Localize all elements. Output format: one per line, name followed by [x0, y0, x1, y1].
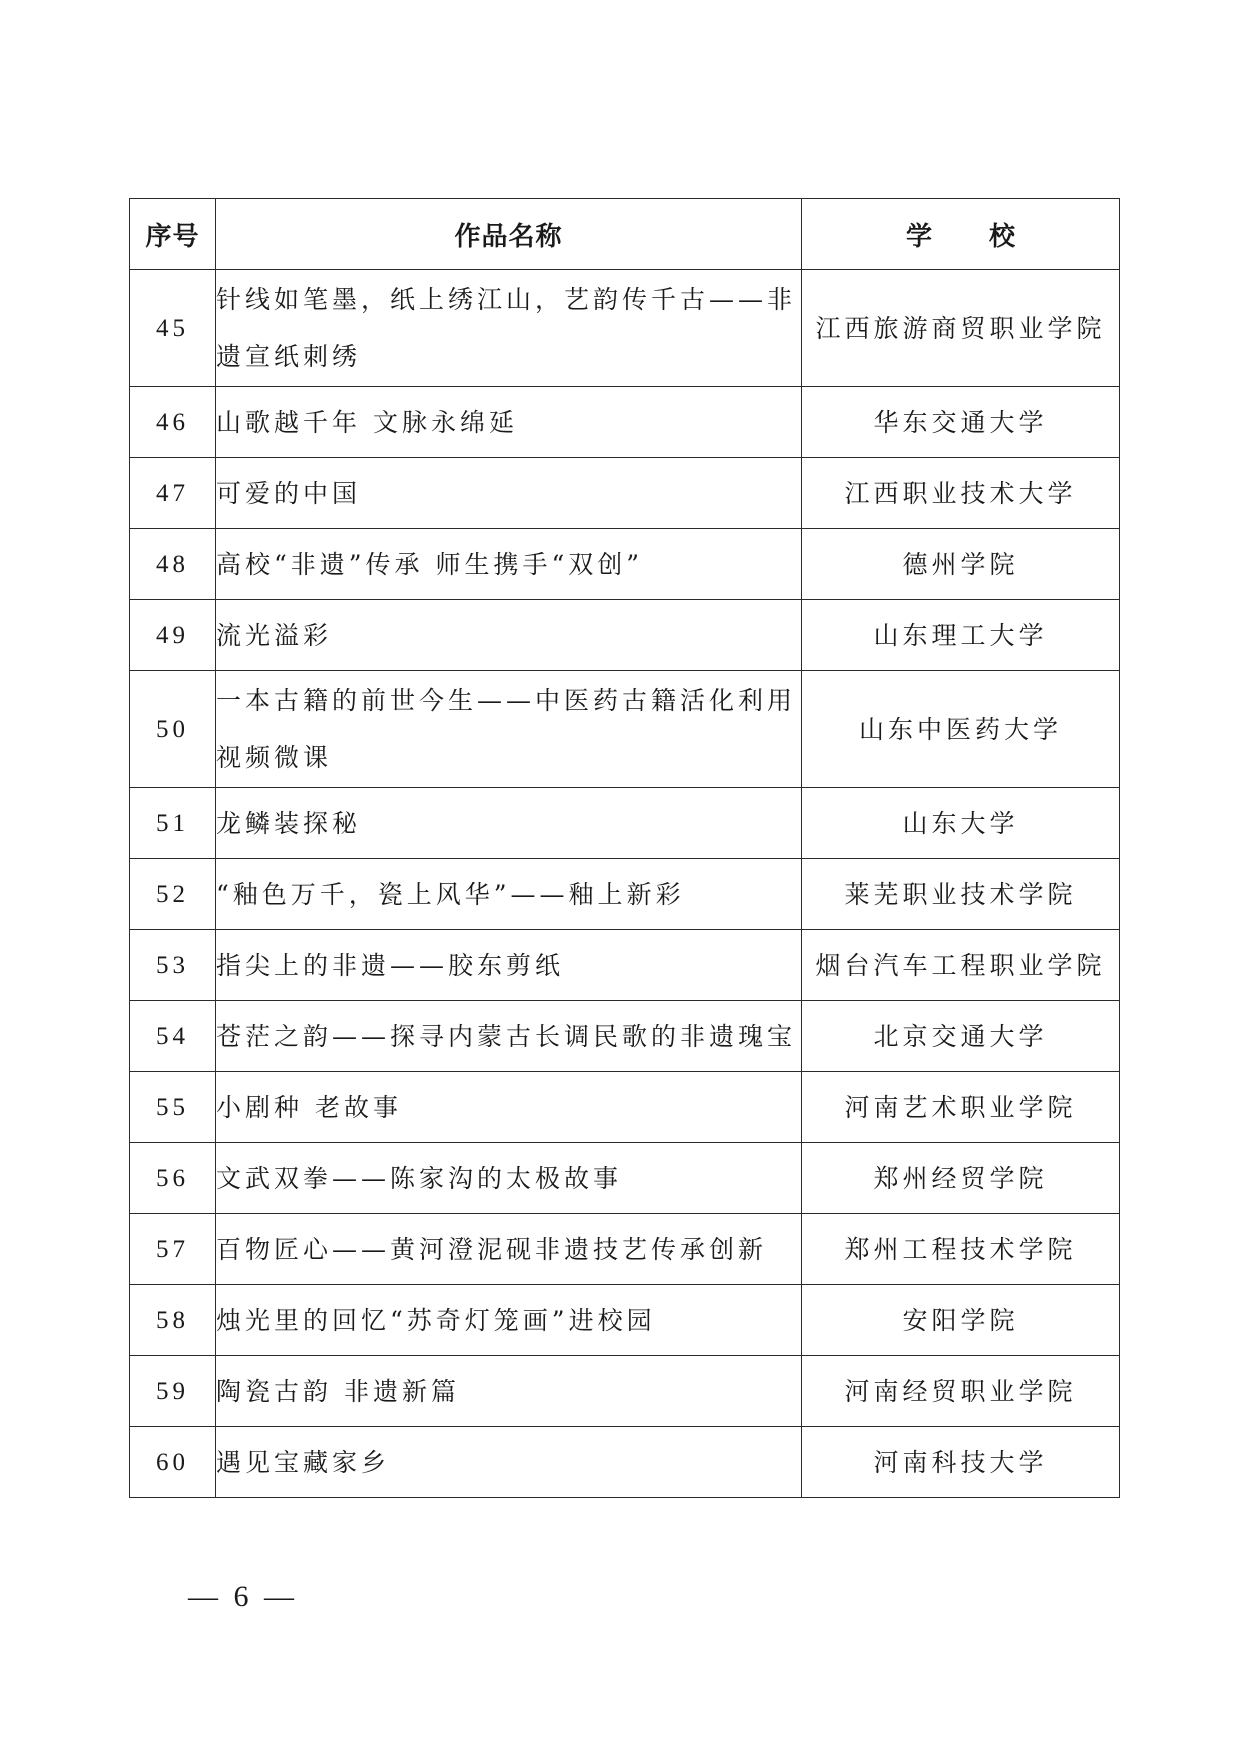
row-school: 山东中医药大学: [802, 671, 1120, 788]
row-num: 58: [130, 1285, 216, 1356]
row-num: 45: [130, 270, 216, 387]
row-num: 50: [130, 671, 216, 788]
works-table: [129, 198, 1120, 1498]
row-num: 60: [130, 1427, 216, 1498]
row-title: 烛光里的回忆“苏奇灯笼画”进校园: [216, 1285, 802, 1356]
row-title: 一本古籍的前世今生——中医药古籍活化利用视频微课: [216, 671, 802, 788]
row-school: 北京交通大学: [802, 1001, 1120, 1072]
row-title: 遇见宝藏家乡: [216, 1427, 802, 1498]
row-school: 江西职业技术大学: [802, 458, 1120, 529]
row-title: “釉色万千，瓷上风华”——釉上新彩: [216, 859, 802, 930]
row-title: 百物匠心——黄河澄泥砚非遗技艺传承创新: [216, 1214, 802, 1285]
row-num: 49: [130, 600, 216, 671]
row-num: 56: [130, 1143, 216, 1214]
table-row: [130, 671, 1120, 788]
row-school: 安阳学院: [802, 1285, 1120, 1356]
row-school: 莱芜职业技术学院: [802, 859, 1120, 930]
table-row: [130, 600, 1120, 671]
table-row: [130, 1214, 1120, 1285]
row-school: 郑州经贸学院: [802, 1143, 1120, 1214]
header-title: 作品名称: [216, 199, 802, 270]
row-school: 江西旅游商贸职业学院: [802, 270, 1120, 387]
table-row: [130, 1001, 1120, 1072]
row-title: 小剧种 老故事: [216, 1072, 802, 1143]
row-title: 流光溢彩: [216, 600, 802, 671]
row-num: 54: [130, 1001, 216, 1072]
row-num: 47: [130, 458, 216, 529]
row-school: 郑州工程技术学院: [802, 1214, 1120, 1285]
table-row: [130, 387, 1120, 458]
row-title: 山歌越千年 文脉永绵延: [216, 387, 802, 458]
row-title: 苍茫之韵——探寻内蒙古长调民歌的非遗瑰宝: [216, 1001, 802, 1072]
table-row: [130, 529, 1120, 600]
row-num: 48: [130, 529, 216, 600]
header-school: 学 校: [802, 199, 1120, 270]
header-num: 序号: [130, 199, 216, 270]
table-header-row: [130, 199, 1120, 270]
row-school: 山东大学: [802, 788, 1120, 859]
table-row: [130, 930, 1120, 1001]
row-school: 河南科技大学: [802, 1427, 1120, 1498]
table-row: [130, 1356, 1120, 1427]
row-school: 华东交通大学: [802, 387, 1120, 458]
row-num: 55: [130, 1072, 216, 1143]
row-title: 针线如笔墨，纸上绣江山，艺韵传千古——非遗宣纸刺绣: [216, 270, 802, 387]
page-number: — 6 —: [188, 1580, 298, 1613]
table-row: [130, 859, 1120, 930]
row-title: 指尖上的非遗——胶东剪纸: [216, 930, 802, 1001]
row-title: 龙鳞装探秘: [216, 788, 802, 859]
row-num: 59: [130, 1356, 216, 1427]
table-row: [130, 270, 1120, 387]
row-title: 高校“非遗”传承 师生携手“双创”: [216, 529, 802, 600]
table-row: [130, 458, 1120, 529]
row-school: 河南艺术职业学院: [802, 1072, 1120, 1143]
row-num: 51: [130, 788, 216, 859]
table-row: [130, 788, 1120, 859]
table-row: [130, 1143, 1120, 1214]
table-row: [130, 1072, 1120, 1143]
row-num: 52: [130, 859, 216, 930]
row-school: 河南经贸职业学院: [802, 1356, 1120, 1427]
table-row: [130, 1285, 1120, 1356]
row-school: 烟台汽车工程职业学院: [802, 930, 1120, 1001]
row-num: 46: [130, 387, 216, 458]
row-title: 陶瓷古韵 非遗新篇: [216, 1356, 802, 1427]
table-row: [130, 1427, 1120, 1498]
row-school: 德州学院: [802, 529, 1120, 600]
row-title: 可爱的中国: [216, 458, 802, 529]
row-num: 57: [130, 1214, 216, 1285]
row-title: 文武双拳——陈家沟的太极故事: [216, 1143, 802, 1214]
row-num: 53: [130, 930, 216, 1001]
row-school: 山东理工大学: [802, 600, 1120, 671]
